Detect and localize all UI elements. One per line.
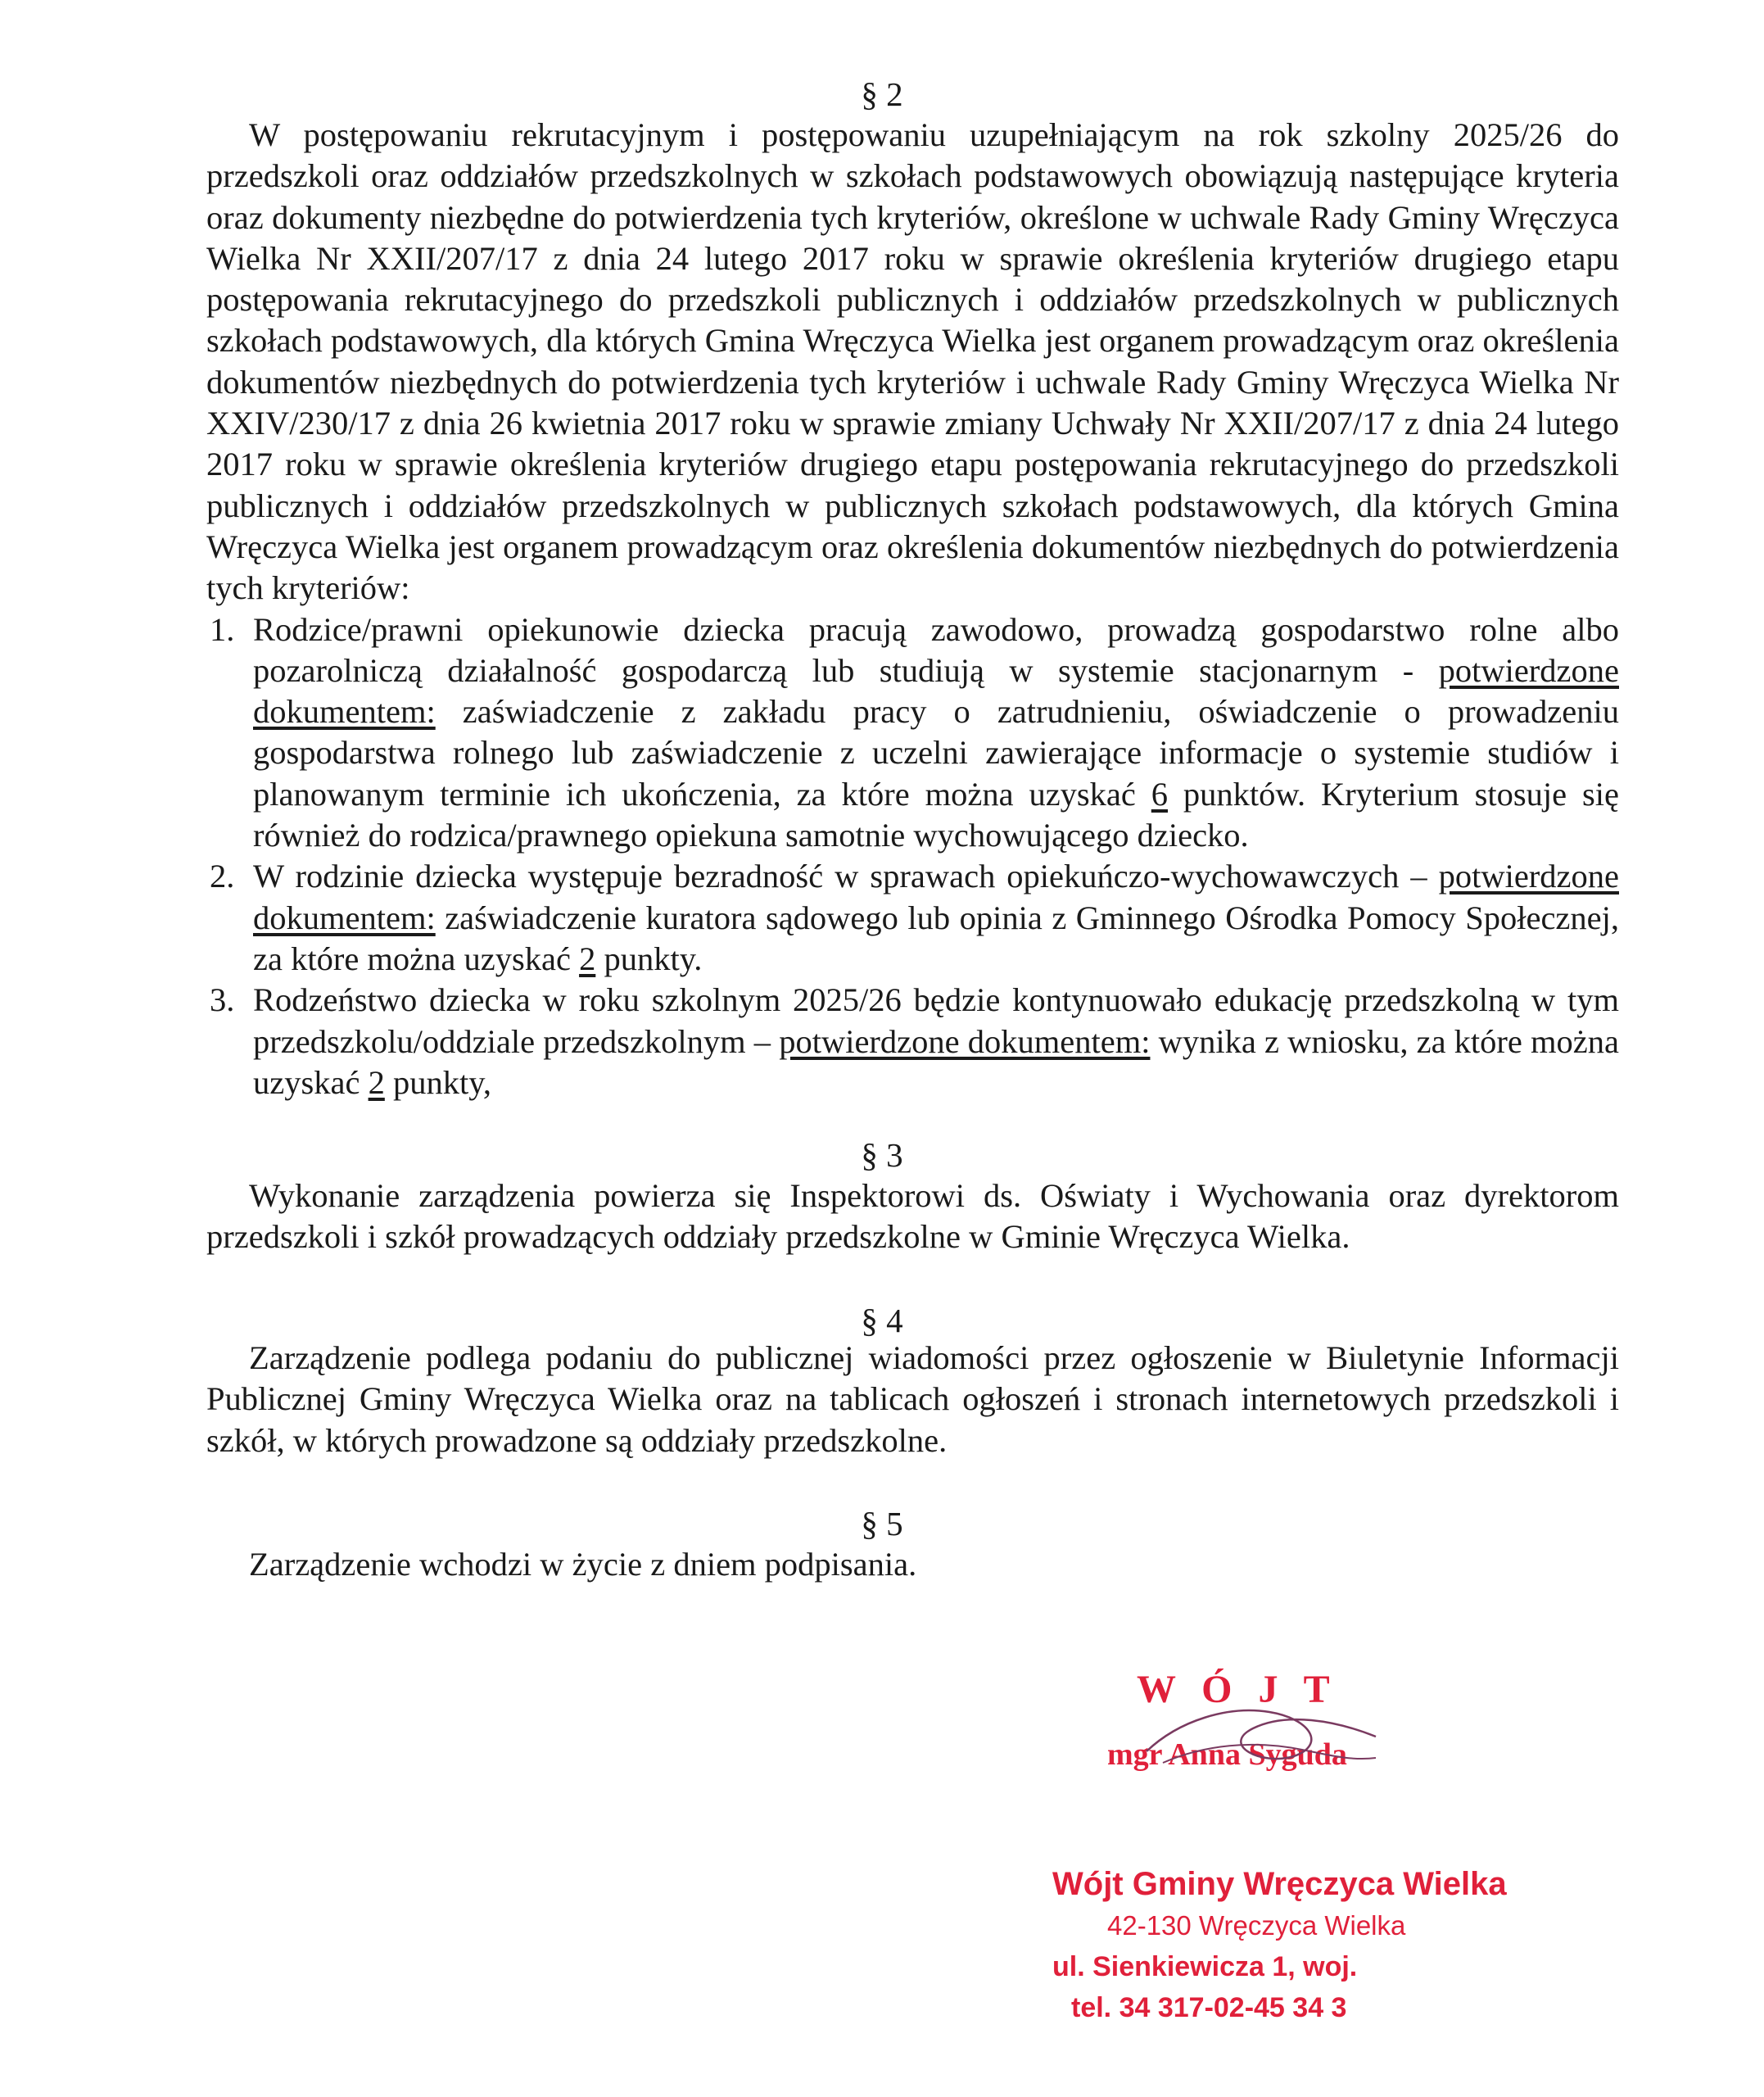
- criteria-item: [206, 609, 1619, 857]
- section-2-heading: § 2: [861, 75, 903, 113]
- section-5-text: Zarządzenie wchodzi w życie z dniem podpisania.: [249, 1546, 917, 1583]
- section-3-heading: § 3: [861, 1136, 903, 1174]
- section-2-intro: W postępowaniu rekrutacyjnym i postępowaniu uzupełniającym na rok szkolny 2025/26 do przedszkoli oraz oddziałów przedszkolnych w szkołach podstawowych obowiązują następujące kryteria oraz dokumenty niezbędne do potwierdzenia tych kryteriów, określone w uchwale Rady Gminy Wręczyca Wielka Nr XXII/207/17 z dnia 24 lutego 2017 roku w sprawie określenia kryteriów drugiego etapu postępowania rekrutacyjnego do przedszkoli publicznych i oddziałów przedszkolnych w publicznych szkołach podstawowych, dla których Gmina Wręczyca Wielka jest organem prowadzącym oraz określenia dokumentów niezbędnych do potwierdzenia tych kryteriów i uchwale Rady Gminy Wręczyca Wielka Nr XXIV/230/17 z dnia 26 kwietnia 2017 roku w sprawie zmiany Uchwały Nr XXII/207/17 z dnia 24 lutego 2017 roku w sprawie określenia kryteriów drugiego etapu postępowania rekrutacyjnego do przedszkoli publicznych i oddziałów przedszkolnych w publicznych szkołach podstawowych, dla których Gmina Wręczyca Wielka jest organem prowadzącym oraz określenia dokumentów niezbędnych do potwierdzenia tych kryteriów:: [206, 116, 1619, 607]
- section-4-body: [206, 1338, 1619, 1461]
- criteria-proof-text: zaświadczenie kuratora sądowego lub opinia z Gminnego Ośrodka Pomocy Społecznej, za które można uzyskać: [253, 899, 1619, 977]
- stamp-title: W Ó J T: [1137, 1668, 1338, 1711]
- criteria-points: 2: [368, 1063, 385, 1101]
- section-4-heading: § 4: [861, 1302, 903, 1339]
- criteria-text: Rodzice/prawni opiekunowie dziecka pracują zawodowo, prowadzą gospodarstwo rolne albo pozarolniczą działalność gospodarczą lub studiują w systemie stacjonarnym -: [253, 610, 1619, 689]
- office-stamp-line4: tel. 34 317-02-45 34 3: [1071, 1992, 1347, 2023]
- criteria-proof-label: potwierdzone dokumentem:: [253, 858, 1619, 936]
- criteria-proof-text: wynika z wniosku, za które można uzyskać: [253, 1022, 1619, 1101]
- criteria-item: [206, 856, 1619, 980]
- section-4-text: Zarządzenie podlega podaniu do publicznej wiadomości przez ogłoszenie w Biuletynie Informacji Publicznej Gminy Wręczyca Wielka oraz na tablicach ogłoszeń i stronach internetowych przedszkoli i szkół, w których prowadzone są oddziały przedszkolne.: [206, 1339, 1619, 1459]
- criteria-tail: punkty,: [384, 1063, 491, 1101]
- criteria-proof-text: zaświadczenie z zakładu pracy o zatrudnieniu, oświadczenie o prowadzeniu gospodarstwa rolnego lub zaświadczenie z uczelni zawierające informacje o systemie studiów i planowanym terminie ich ukończenia, za które można uzyskać: [253, 693, 1619, 813]
- office-stamp-line3: ul. Sienkiewicza 1, woj.: [1052, 1951, 1358, 1982]
- criteria-tail: punktów. Kryterium stosuje się również do rodzica/prawnego opiekuna samotnie wychowującego dziecko.: [253, 775, 1619, 854]
- section-3-text: Wykonanie zarządzenia powierza się Inspektorowi ds. Oświaty i Wychowania oraz dyrektorom przedszkoli i szkół prowadzących oddziały przedszkolne w Gminie Wręczyca Wielka.: [206, 1177, 1619, 1256]
- criteria-text: Rodzeństwo dziecka w roku szkolnym 2025/26 będzie kontynuowało edukację przedszkolną w tym przedszkolu/oddziale przedszkolnym –: [253, 981, 1619, 1060]
- stamp-name: mgr Anna Syguda: [1107, 1737, 1347, 1772]
- criteria-points: 6: [1151, 775, 1169, 813]
- office-stamp-line2: 42-130 Wręczyca Wielka: [1107, 1910, 1406, 1941]
- criteria-proof-label: potwierdzone dokumentem:: [779, 1022, 1151, 1060]
- criteria-list: [206, 609, 1619, 1104]
- criteria-text: W rodzinie dziecka występuje bezradność w sprawach opiekuńczo-wychowawczych –: [253, 858, 1439, 895]
- criteria-proof-label: potwierdzone dokumentem:: [253, 651, 1619, 731]
- section-2-body: [206, 115, 1619, 1103]
- office-stamp-line1: Wójt Gminy Wręczyca Wielka: [1052, 1866, 1507, 1902]
- section-5-body: [206, 1544, 1619, 1585]
- criteria-number: 2.: [210, 858, 235, 895]
- section-3-body: [206, 1175, 1619, 1258]
- criteria-tail: punkty.: [595, 940, 703, 977]
- handwritten-signature: [1130, 1687, 1392, 1778]
- criteria-item: [206, 980, 1619, 1103]
- criteria-number: 3.: [210, 981, 235, 1019]
- criteria-points: 2: [579, 940, 596, 977]
- criteria-number: 1.: [210, 610, 235, 648]
- section-5-heading: § 5: [861, 1505, 903, 1542]
